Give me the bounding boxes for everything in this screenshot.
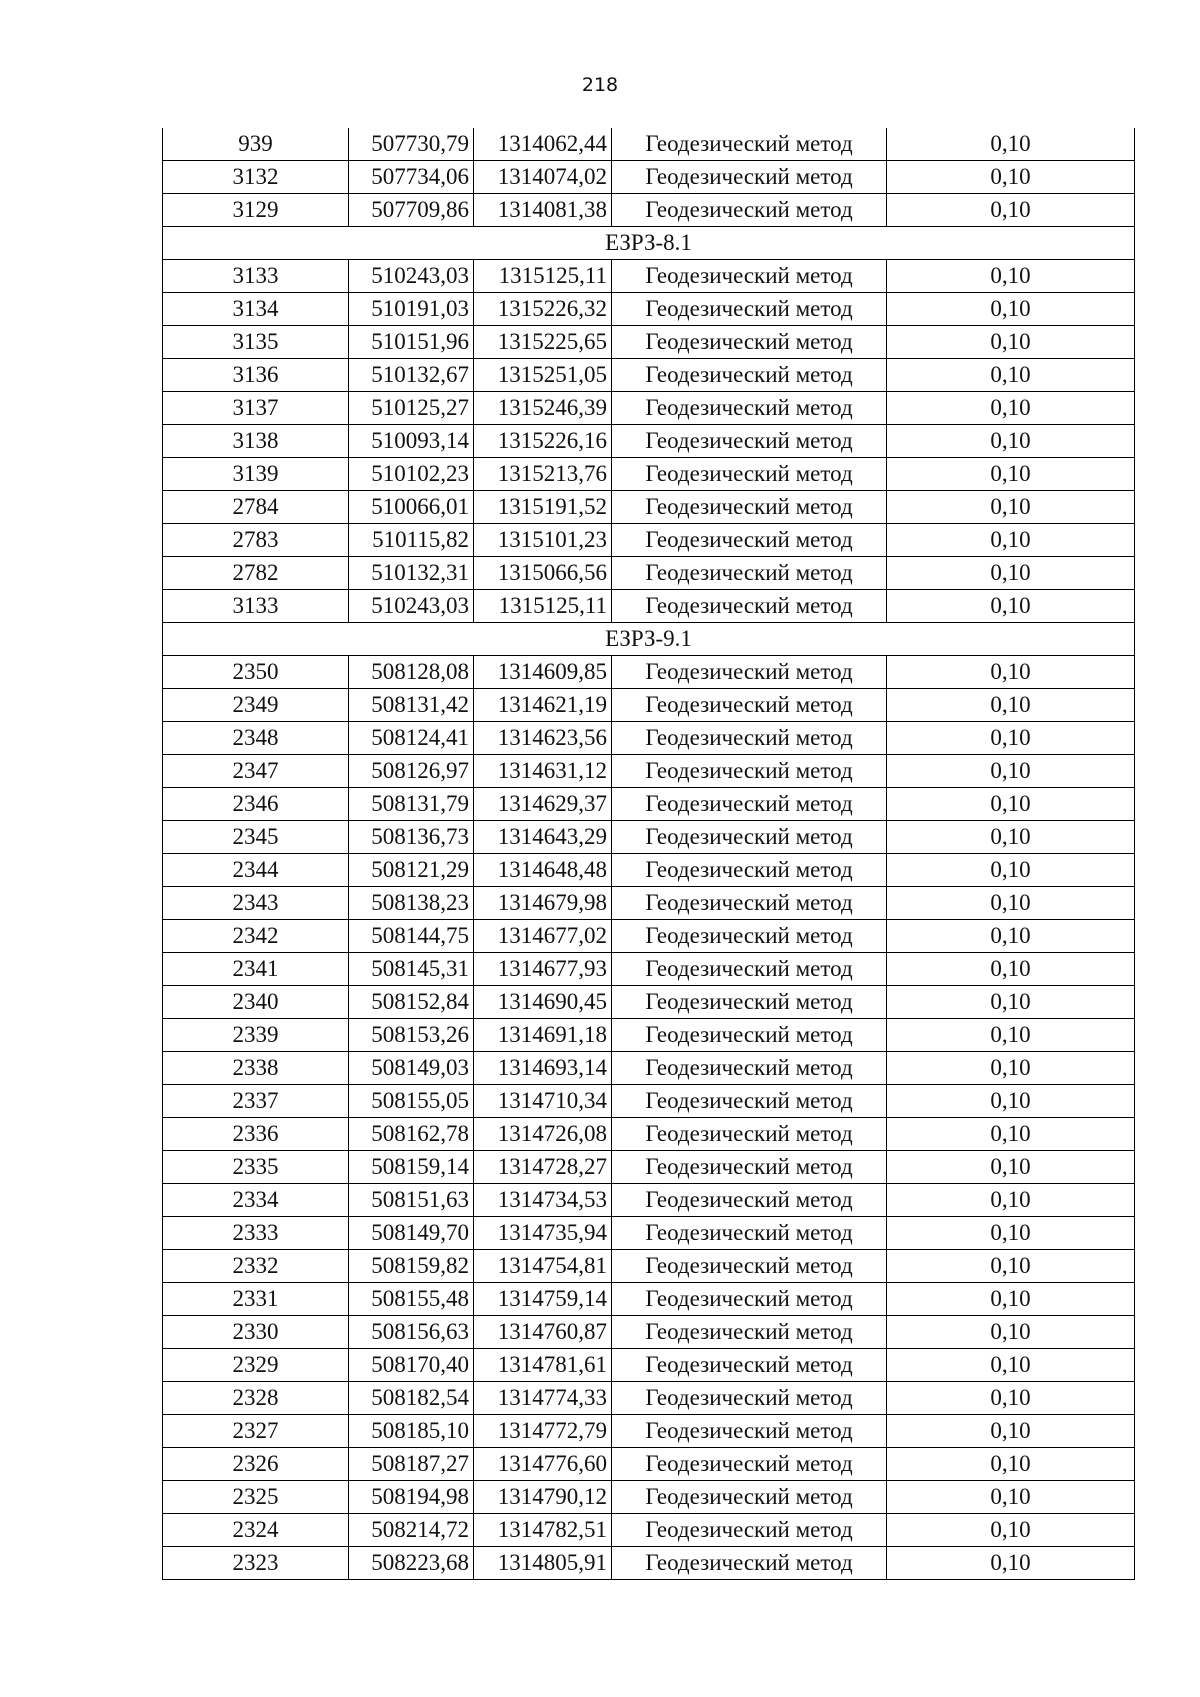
table-row [163, 887, 1135, 920]
y-coordinate-cell: 1314734,53 [474, 1184, 612, 1217]
x-coordinate-cell: 508170,40 [349, 1349, 474, 1382]
x-coordinate-cell: 508153,26 [349, 1019, 474, 1052]
point-number-cell: 2327 [163, 1415, 349, 1448]
table-row [163, 1184, 1135, 1217]
method-cell: Геодезический метод [612, 953, 887, 986]
accuracy-cell: 0,10 [887, 920, 1135, 953]
point-number-cell: 2340 [163, 986, 349, 1019]
y-coordinate-cell: 1314772,79 [474, 1415, 612, 1448]
point-number-cell: 2782 [163, 557, 349, 590]
accuracy-cell: 0,10 [887, 1481, 1135, 1514]
y-coordinate-cell: 1314805,91 [474, 1547, 612, 1580]
accuracy-cell: 0,10 [887, 1316, 1135, 1349]
point-number-cell: 3133 [163, 590, 349, 623]
accuracy-cell: 0,10 [887, 425, 1135, 458]
method-cell: Геодезический метод [612, 557, 887, 590]
point-number-cell: 3137 [163, 392, 349, 425]
accuracy-cell: 0,10 [887, 293, 1135, 326]
accuracy-cell: 0,10 [887, 1415, 1135, 1448]
accuracy-cell: 0,10 [887, 1184, 1135, 1217]
point-number-cell: 2326 [163, 1448, 349, 1481]
accuracy-cell: 0,10 [887, 491, 1135, 524]
method-cell: Геодезический метод [612, 920, 887, 953]
x-coordinate-cell: 508155,05 [349, 1085, 474, 1118]
table-row [163, 524, 1135, 557]
x-coordinate-cell: 510191,03 [349, 293, 474, 326]
accuracy-cell: 0,10 [887, 1052, 1135, 1085]
point-number-cell: 2342 [163, 920, 349, 953]
method-cell: Геодезический метод [612, 590, 887, 623]
method-cell: Геодезический метод [612, 392, 887, 425]
table-row [163, 1349, 1135, 1382]
point-number-cell: 2339 [163, 1019, 349, 1052]
accuracy-cell: 0,10 [887, 128, 1135, 161]
point-number-cell: 3134 [163, 293, 349, 326]
coordinates-table-body [163, 128, 1135, 1580]
x-coordinate-cell: 510102,23 [349, 458, 474, 491]
table-row [163, 986, 1135, 1019]
y-coordinate-cell: 1314074,02 [474, 161, 612, 194]
method-cell: Геодезический метод [612, 458, 887, 491]
x-coordinate-cell: 510132,31 [349, 557, 474, 590]
accuracy-cell: 0,10 [887, 1382, 1135, 1415]
method-cell: Геодезический метод [612, 1184, 887, 1217]
x-coordinate-cell: 508223,68 [349, 1547, 474, 1580]
section-title: ЕЗРЗ-8.1 [163, 227, 1135, 260]
method-cell: Геодезический метод [612, 293, 887, 326]
accuracy-cell: 0,10 [887, 194, 1135, 227]
method-cell: Геодезический метод [612, 1217, 887, 1250]
accuracy-cell: 0,10 [887, 1349, 1135, 1382]
x-coordinate-cell: 508149,03 [349, 1052, 474, 1085]
table-row [163, 293, 1135, 326]
point-number-cell: 2335 [163, 1151, 349, 1184]
y-coordinate-cell: 1314677,02 [474, 920, 612, 953]
method-cell: Геодезический метод [612, 425, 887, 458]
method-cell: Геодезический метод [612, 359, 887, 392]
table-row [163, 1481, 1135, 1514]
x-coordinate-cell: 508194,98 [349, 1481, 474, 1514]
point-number-cell: 2336 [163, 1118, 349, 1151]
point-number-cell: 2332 [163, 1250, 349, 1283]
y-coordinate-cell: 1314781,61 [474, 1349, 612, 1382]
y-coordinate-cell: 1315226,16 [474, 425, 612, 458]
accuracy-cell: 0,10 [887, 161, 1135, 194]
page-number: 218 [581, 74, 619, 96]
x-coordinate-cell: 508156,63 [349, 1316, 474, 1349]
x-coordinate-cell: 508124,41 [349, 722, 474, 755]
point-number-cell: 2350 [163, 656, 349, 689]
method-cell: Геодезический метод [612, 326, 887, 359]
method-cell: Геодезический метод [612, 1349, 887, 1382]
accuracy-cell: 0,10 [887, 1085, 1135, 1118]
method-cell: Геодезический метод [612, 1481, 887, 1514]
x-coordinate-cell: 508151,63 [349, 1184, 474, 1217]
x-coordinate-cell: 508121,29 [349, 854, 474, 887]
method-cell: Геодезический метод [612, 1547, 887, 1580]
table-row [163, 755, 1135, 788]
table-row [163, 458, 1135, 491]
accuracy-cell: 0,10 [887, 326, 1135, 359]
x-coordinate-cell: 508182,54 [349, 1382, 474, 1415]
method-cell: Геодезический метод [612, 887, 887, 920]
table-row [163, 425, 1135, 458]
y-coordinate-cell: 1314710,34 [474, 1085, 612, 1118]
y-coordinate-cell: 1314782,51 [474, 1514, 612, 1547]
y-coordinate-cell: 1314643,29 [474, 821, 612, 854]
point-number-cell: 2325 [163, 1481, 349, 1514]
point-number-cell: 2329 [163, 1349, 349, 1382]
y-coordinate-cell: 1314623,56 [474, 722, 612, 755]
table-row [163, 821, 1135, 854]
point-number-cell: 2333 [163, 1217, 349, 1250]
point-number-cell: 2324 [163, 1514, 349, 1547]
table-row [163, 788, 1135, 821]
accuracy-cell: 0,10 [887, 722, 1135, 755]
method-cell: Геодезический метод [612, 491, 887, 524]
point-number-cell: 3133 [163, 260, 349, 293]
method-cell: Геодезический метод [612, 755, 887, 788]
table-row [163, 557, 1135, 590]
accuracy-cell: 0,10 [887, 458, 1135, 491]
x-coordinate-cell: 508138,23 [349, 887, 474, 920]
point-number-cell: 2330 [163, 1316, 349, 1349]
accuracy-cell: 0,10 [887, 1118, 1135, 1151]
x-coordinate-cell: 507734,06 [349, 161, 474, 194]
x-coordinate-cell: 508159,82 [349, 1250, 474, 1283]
accuracy-cell: 0,10 [887, 821, 1135, 854]
method-cell: Геодезический метод [612, 1151, 887, 1184]
method-cell: Геодезический метод [612, 161, 887, 194]
method-cell: Геодезический метод [612, 1283, 887, 1316]
method-cell: Геодезический метод [612, 128, 887, 161]
point-number-cell: 3139 [163, 458, 349, 491]
method-cell: Геодезический метод [612, 1316, 887, 1349]
point-number-cell: 2343 [163, 887, 349, 920]
table-row [163, 854, 1135, 887]
x-coordinate-cell: 508145,31 [349, 953, 474, 986]
y-coordinate-cell: 1314677,93 [474, 953, 612, 986]
table-row [163, 1448, 1135, 1481]
table-row [163, 1283, 1135, 1316]
y-coordinate-cell: 1314062,44 [474, 128, 612, 161]
y-coordinate-cell: 1315246,39 [474, 392, 612, 425]
y-coordinate-cell: 1315251,05 [474, 359, 612, 392]
section-header-row [163, 623, 1135, 656]
x-coordinate-cell: 508126,97 [349, 755, 474, 788]
accuracy-cell: 0,10 [887, 359, 1135, 392]
table-row [163, 689, 1135, 722]
method-cell: Геодезический метод [612, 524, 887, 557]
x-coordinate-cell: 508159,14 [349, 1151, 474, 1184]
section-header-row [163, 227, 1135, 260]
point-number-cell: 2338 [163, 1052, 349, 1085]
table-row [163, 590, 1135, 623]
point-number-cell: 2784 [163, 491, 349, 524]
y-coordinate-cell: 1314679,98 [474, 887, 612, 920]
x-coordinate-cell: 508162,78 [349, 1118, 474, 1151]
accuracy-cell: 0,10 [887, 755, 1135, 788]
y-coordinate-cell: 1314728,27 [474, 1151, 612, 1184]
method-cell: Геодезический метод [612, 1085, 887, 1118]
method-cell: Геодезический метод [612, 722, 887, 755]
point-number-cell: 2349 [163, 689, 349, 722]
accuracy-cell: 0,10 [887, 788, 1135, 821]
x-coordinate-cell: 510093,14 [349, 425, 474, 458]
accuracy-cell: 0,10 [887, 1019, 1135, 1052]
accuracy-cell: 0,10 [887, 1283, 1135, 1316]
x-coordinate-cell: 508131,79 [349, 788, 474, 821]
point-number-cell: 2328 [163, 1382, 349, 1415]
table-row [163, 656, 1135, 689]
x-coordinate-cell: 508214,72 [349, 1514, 474, 1547]
accuracy-cell: 0,10 [887, 1151, 1135, 1184]
x-coordinate-cell: 510115,82 [349, 524, 474, 557]
section-title: ЕЗРЗ-9.1 [163, 623, 1135, 656]
y-coordinate-cell: 1314693,14 [474, 1052, 612, 1085]
x-coordinate-cell: 508185,10 [349, 1415, 474, 1448]
accuracy-cell: 0,10 [887, 656, 1135, 689]
point-number-cell: 939 [163, 128, 349, 161]
method-cell: Геодезический метод [612, 260, 887, 293]
accuracy-cell: 0,10 [887, 590, 1135, 623]
point-number-cell: 2341 [163, 953, 349, 986]
y-coordinate-cell: 1314754,81 [474, 1250, 612, 1283]
table-row [163, 953, 1135, 986]
accuracy-cell: 0,10 [887, 524, 1135, 557]
y-coordinate-cell: 1314648,48 [474, 854, 612, 887]
y-coordinate-cell: 1315101,23 [474, 524, 612, 557]
y-coordinate-cell: 1314690,45 [474, 986, 612, 1019]
table-row [163, 326, 1135, 359]
coordinates-table [162, 128, 1135, 1580]
accuracy-cell: 0,10 [887, 260, 1135, 293]
x-coordinate-cell: 508152,84 [349, 986, 474, 1019]
y-coordinate-cell: 1314774,33 [474, 1382, 612, 1415]
accuracy-cell: 0,10 [887, 953, 1135, 986]
table-row [163, 920, 1135, 953]
point-number-cell: 2346 [163, 788, 349, 821]
method-cell: Геодезический метод [612, 788, 887, 821]
y-coordinate-cell: 1314609,85 [474, 656, 612, 689]
y-coordinate-cell: 1314631,12 [474, 755, 612, 788]
table-row [163, 1118, 1135, 1151]
x-coordinate-cell: 510132,67 [349, 359, 474, 392]
point-number-cell: 2347 [163, 755, 349, 788]
y-coordinate-cell: 1314790,12 [474, 1481, 612, 1514]
accuracy-cell: 0,10 [887, 689, 1135, 722]
method-cell: Геодезический метод [612, 1448, 887, 1481]
point-number-cell: 3129 [163, 194, 349, 227]
x-coordinate-cell: 510066,01 [349, 491, 474, 524]
point-number-cell: 2334 [163, 1184, 349, 1217]
x-coordinate-cell: 508128,08 [349, 656, 474, 689]
x-coordinate-cell: 508155,48 [349, 1283, 474, 1316]
y-coordinate-cell: 1315225,65 [474, 326, 612, 359]
y-coordinate-cell: 1314759,14 [474, 1283, 612, 1316]
y-coordinate-cell: 1315066,56 [474, 557, 612, 590]
method-cell: Геодезический метод [612, 1415, 887, 1448]
x-coordinate-cell: 508144,75 [349, 920, 474, 953]
y-coordinate-cell: 1314629,37 [474, 788, 612, 821]
y-coordinate-cell: 1314735,94 [474, 1217, 612, 1250]
accuracy-cell: 0,10 [887, 1514, 1135, 1547]
table-row [163, 260, 1135, 293]
method-cell: Геодезический метод [612, 656, 887, 689]
table-row [163, 1382, 1135, 1415]
table-row [163, 1547, 1135, 1580]
method-cell: Геодезический метод [612, 1019, 887, 1052]
table-row [163, 392, 1135, 425]
y-coordinate-cell: 1315125,11 [474, 260, 612, 293]
x-coordinate-cell: 510125,27 [349, 392, 474, 425]
accuracy-cell: 0,10 [887, 1250, 1135, 1283]
x-coordinate-cell: 507730,79 [349, 128, 474, 161]
y-coordinate-cell: 1314726,08 [474, 1118, 612, 1151]
table-row [163, 359, 1135, 392]
y-coordinate-cell: 1314621,19 [474, 689, 612, 722]
table-row [163, 1415, 1135, 1448]
method-cell: Геодезический метод [612, 1514, 887, 1547]
accuracy-cell: 0,10 [887, 392, 1135, 425]
x-coordinate-cell: 508131,42 [349, 689, 474, 722]
accuracy-cell: 0,10 [887, 1217, 1135, 1250]
table-row [163, 1514, 1135, 1547]
accuracy-cell: 0,10 [887, 1448, 1135, 1481]
method-cell: Геодезический метод [612, 821, 887, 854]
method-cell: Геодезический метод [612, 1052, 887, 1085]
y-coordinate-cell: 1314760,87 [474, 1316, 612, 1349]
point-number-cell: 3132 [163, 161, 349, 194]
table-row [163, 194, 1135, 227]
table-row [163, 1151, 1135, 1184]
accuracy-cell: 0,10 [887, 854, 1135, 887]
y-coordinate-cell: 1314776,60 [474, 1448, 612, 1481]
point-number-cell: 2344 [163, 854, 349, 887]
accuracy-cell: 0,10 [887, 1547, 1135, 1580]
y-coordinate-cell: 1314081,38 [474, 194, 612, 227]
x-coordinate-cell: 510151,96 [349, 326, 474, 359]
y-coordinate-cell: 1315191,52 [474, 491, 612, 524]
method-cell: Геодезический метод [612, 986, 887, 1019]
table-row [163, 491, 1135, 524]
table-row [163, 128, 1135, 161]
point-number-cell: 3136 [163, 359, 349, 392]
x-coordinate-cell: 508149,70 [349, 1217, 474, 1250]
accuracy-cell: 0,10 [887, 557, 1135, 590]
table-row [163, 1085, 1135, 1118]
table-row [163, 722, 1135, 755]
table-row [163, 1316, 1135, 1349]
point-number-cell: 2345 [163, 821, 349, 854]
table-row [163, 161, 1135, 194]
point-number-cell: 2331 [163, 1283, 349, 1316]
method-cell: Геодезический метод [612, 689, 887, 722]
point-number-cell: 2783 [163, 524, 349, 557]
method-cell: Геодезический метод [612, 1118, 887, 1151]
table-row [163, 1217, 1135, 1250]
x-coordinate-cell: 508136,73 [349, 821, 474, 854]
accuracy-cell: 0,10 [887, 986, 1135, 1019]
table-row [163, 1250, 1135, 1283]
point-number-cell: 2337 [163, 1085, 349, 1118]
table-row [163, 1019, 1135, 1052]
point-number-cell: 2348 [163, 722, 349, 755]
point-number-cell: 2323 [163, 1547, 349, 1580]
accuracy-cell: 0,10 [887, 887, 1135, 920]
x-coordinate-cell: 510243,03 [349, 260, 474, 293]
method-cell: Геодезический метод [612, 1382, 887, 1415]
method-cell: Геодезический метод [612, 1250, 887, 1283]
y-coordinate-cell: 1315125,11 [474, 590, 612, 623]
y-coordinate-cell: 1315226,32 [474, 293, 612, 326]
table-row [163, 1052, 1135, 1085]
y-coordinate-cell: 1314691,18 [474, 1019, 612, 1052]
point-number-cell: 3135 [163, 326, 349, 359]
x-coordinate-cell: 508187,27 [349, 1448, 474, 1481]
point-number-cell: 3138 [163, 425, 349, 458]
method-cell: Геодезический метод [612, 854, 887, 887]
method-cell: Геодезический метод [612, 194, 887, 227]
x-coordinate-cell: 507709,86 [349, 194, 474, 227]
x-coordinate-cell: 510243,03 [349, 590, 474, 623]
y-coordinate-cell: 1315213,76 [474, 458, 612, 491]
